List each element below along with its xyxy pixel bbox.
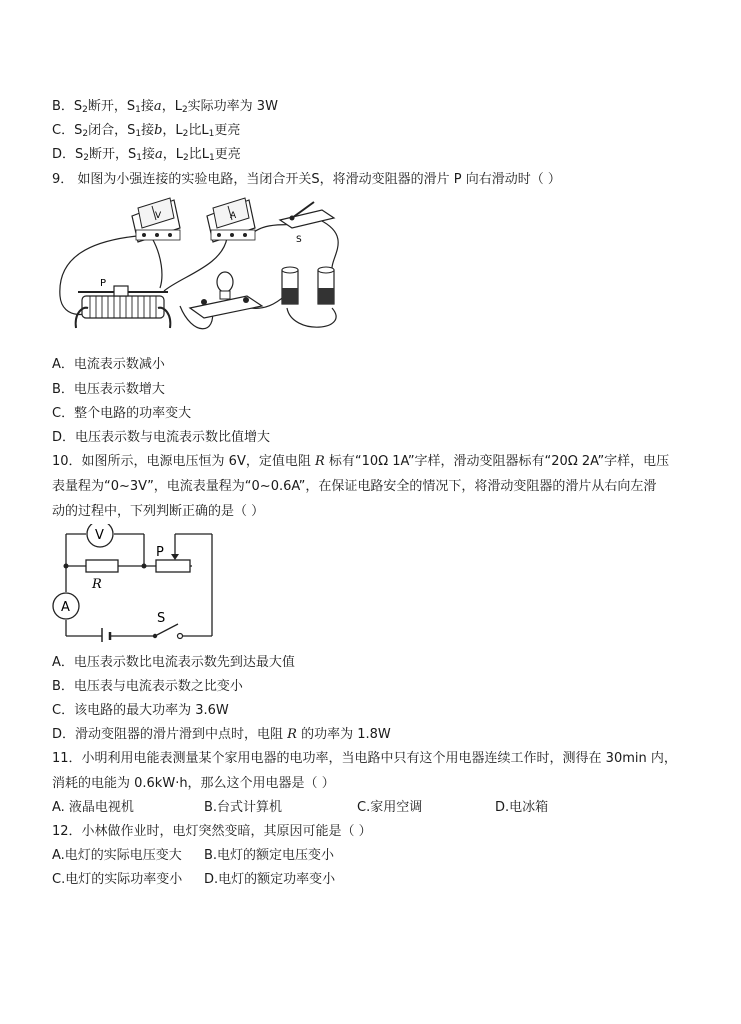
- q10-ammeter-label: A: [61, 600, 70, 615]
- q10-stem-line1: 10．如图所示，电源电压恒为 6V，定值电阻 R 标有“10Ω 1A”字样，滑动变阻器标有“20Ω 2A”字样，电压: [52, 454, 670, 469]
- q12-option-b: B.电灯的额定电压变小: [204, 848, 335, 863]
- q9-option-c: C．整个电路的功率变大: [52, 406, 192, 421]
- battery-pair: [282, 267, 334, 304]
- q10-slider-label: P: [156, 545, 164, 560]
- lamp-device: [190, 272, 262, 318]
- q9-option-d: D．电压表示数与电流表示数比值增大: [52, 430, 271, 445]
- q10-resistor-label: R: [92, 577, 102, 592]
- switch-label: S: [296, 235, 302, 245]
- q8-option-d: D．$S_2$断开，$S_1$接a，$L_2$比$L_1$更亮: [52, 147, 241, 163]
- q11-stem-line2: 消耗的电能为 0.6kW·h，那么这个用电器是（ ）: [52, 776, 335, 791]
- q11-stem-line1: 11．小明利用电能表测量某个家用电器的电功率，当电路中只有这个用电器连续工作时，测得在 30min 内，: [52, 751, 677, 766]
- voltmeter-label: V: [155, 211, 162, 221]
- q12-option-a: A.电灯的实际电压变大: [52, 848, 182, 863]
- q11-option-d: D.电冰箱: [495, 800, 549, 815]
- q10-voltmeter-label: V: [95, 528, 104, 543]
- q10-option-b: B．电压表与电流表示数之比变小: [52, 679, 243, 694]
- q11-option-b: B.台式计算机: [204, 800, 283, 815]
- ammeter-label: A: [230, 211, 237, 221]
- voltmeter-device: [132, 198, 180, 242]
- q11-option-c: C.家用空调: [357, 800, 423, 815]
- q10-option-a: A．电压表示数比电流表示数先到达最大值: [52, 655, 295, 670]
- q10-option-d: D．滑动变阻器的滑片滑到中点时，电阻 R 的功率为 1.8W: [52, 727, 391, 742]
- q9-stem: 9． 如图为小强连接的实验电路，当闭合开关S，将滑动变阻器的滑片 P 向右滑动时（ ）: [52, 172, 561, 187]
- q12-options-row-1: [52, 847, 334, 865]
- rheostat-device: [76, 278, 171, 328]
- ammeter-device: [207, 198, 255, 242]
- q9-option-b: B．电压表示数增大: [52, 382, 165, 397]
- q10-switch-label: S: [157, 611, 166, 626]
- q12-stem: 12．小林做作业时，电灯突然变暗，其原因可能是（ ）: [52, 824, 372, 839]
- slider-p-label: P: [100, 278, 107, 289]
- q12-option-d: D.电灯的额定功率变小: [204, 872, 336, 887]
- q10-circuit-diagram: [50, 524, 220, 642]
- q9-option-a: A．电流表示数减小: [52, 357, 165, 372]
- q10-stem-line3: 动的过程中，下列判断正确的是（ ）: [52, 504, 265, 519]
- q8-option-c: C．$S_2$闭合，$S_1$接b，$L_2$比$L_1$更亮: [52, 123, 241, 139]
- q11-option-a: A. 液晶电视机: [52, 800, 134, 815]
- q10-stem-line2: 表量程为“0~3V”，电流表量程为“0~0.6A”，在保证电路安全的情况下，将滑动变阻器的滑片从右向左滑: [52, 479, 657, 494]
- q8-option-b: B．$S_2$断开，$S_1$接a，$L_2$实际功率为 3W: [52, 99, 278, 115]
- q10-option-c: C．该电路的最大功率为 3.6W: [52, 703, 229, 718]
- q12-option-c: C.电灯的实际功率变小: [52, 872, 183, 887]
- q9-circuit-figure: [52, 196, 352, 346]
- q12-options-row-2: [52, 871, 335, 889]
- q11-options-row: [52, 799, 548, 817]
